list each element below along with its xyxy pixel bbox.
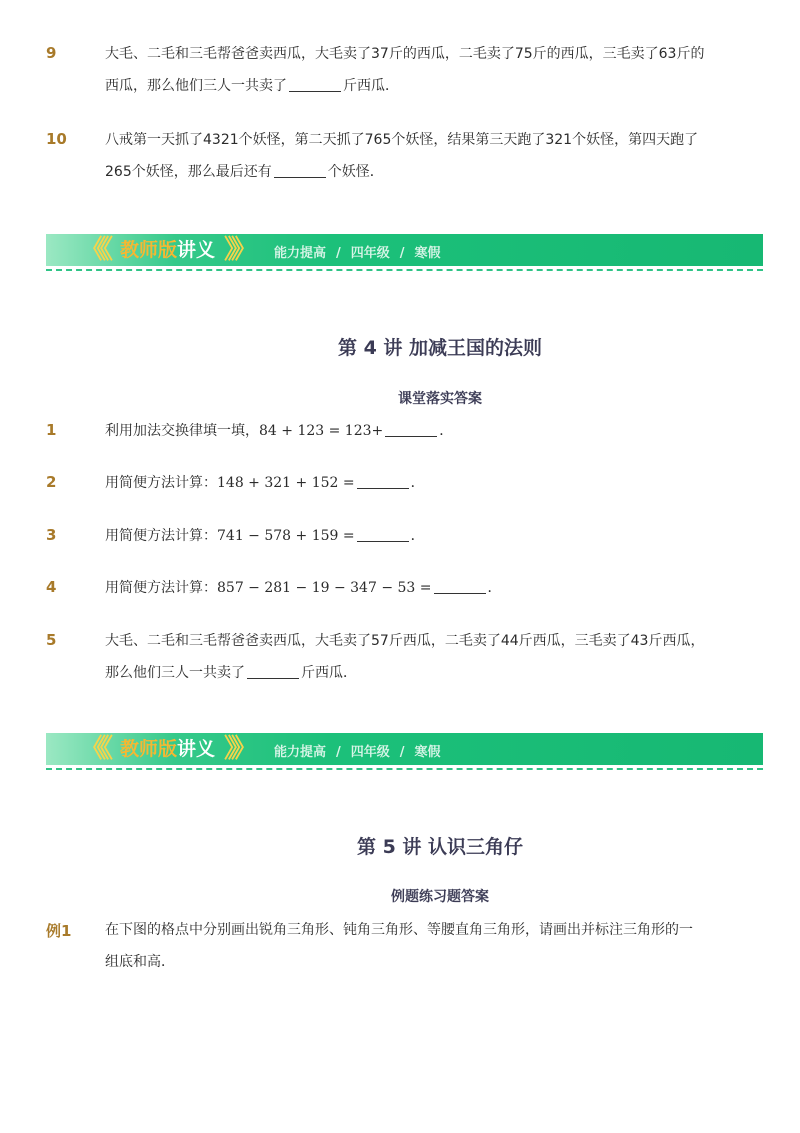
question-number: 5 <box>46 631 57 649</box>
chevron-right-icon: 》》 <box>224 734 252 764</box>
question-text-post: ． <box>410 528 425 544</box>
question-text-post: 个妖怪． <box>327 164 384 180</box>
example-number: 例1 <box>46 922 72 940</box>
question-text-pre: 用简便方法计算： <box>105 475 217 491</box>
banner-title <box>120 238 215 262</box>
question-number: 3 <box>46 526 57 544</box>
crumb-item: 四年级 <box>350 745 390 760</box>
question-line <box>105 156 745 188</box>
answer-blank[interactable] <box>357 527 409 542</box>
crumb-separator: / <box>336 745 341 760</box>
question-text-pre: 265个妖怪，那么最后还有 <box>105 164 272 180</box>
question-text <box>105 415 745 447</box>
question-line: 组底和高． <box>105 954 175 970</box>
question-text <box>105 625 745 689</box>
question-text-pre: 用简便方法计算： <box>105 528 217 544</box>
question-text <box>105 520 745 552</box>
question-text <box>105 38 745 102</box>
question-text-pre: 利用加法交换律填一填， <box>105 423 259 439</box>
question-line: 大毛、二毛和三毛帮爸爸卖西瓜，大毛卖了37斤的西瓜，二毛卖了75斤的西瓜，三毛卖了63斤的 <box>105 46 705 62</box>
math-expression: 148 + 321 + 152 = <box>217 475 355 491</box>
question-number: 2 <box>46 473 57 491</box>
crumb-item: 四年级 <box>350 246 390 261</box>
section-title: 课堂落实答案 <box>398 391 482 407</box>
answer-blank[interactable] <box>434 579 486 594</box>
crumb-item: 寒假 <box>414 246 441 261</box>
teacher-edition-banner <box>46 234 763 266</box>
crumb-item: 能力提高 <box>274 246 327 261</box>
question-text-post: 斤西瓜． <box>343 78 399 94</box>
question-text-pre: 西瓜，那么他们三人一共卖了 <box>105 78 287 94</box>
math-expression: 84 + 123 = 123+ <box>259 423 384 439</box>
question-line: 大毛、二毛和三毛帮爸爸卖西瓜，大毛卖了57斤西瓜，二毛卖了44斤西瓜，三毛卖了43斤西瓜， <box>105 633 705 649</box>
answer-blank[interactable] <box>289 77 341 92</box>
crumb-item: 能力提高 <box>274 745 327 760</box>
question-text-pre: 那么他们三人一共卖了 <box>105 665 245 681</box>
chevron-left-icon: 《《 <box>80 734 108 764</box>
math-expression: 741 − 578 + 159 = <box>217 528 355 544</box>
question-line <box>105 657 745 689</box>
banner-title-part2: 讲义 <box>177 738 216 760</box>
math-expression: 857 − 281 − 19 − 347 − 53 = <box>217 580 432 596</box>
banner-title-part1: 教师版 <box>120 239 178 261</box>
section-title: 例题练习题答案 <box>391 889 489 905</box>
question-number: 10 <box>46 130 67 148</box>
crumb-separator: / <box>336 246 341 261</box>
question-line: 在下图的格点中分别画出锐角三角形、钝角三角形、等腰直角三角形，请画出并标注三角形的一 <box>105 922 693 938</box>
dashed-divider <box>46 768 763 770</box>
example-text <box>105 914 745 978</box>
chevron-left-icon: 《《 <box>80 235 108 265</box>
question-number: 1 <box>46 421 57 439</box>
lecture-title: 第 5 讲 认识三角仔 <box>356 836 524 858</box>
question-text-pre: 用简便方法计算： <box>105 580 217 596</box>
banner-breadcrumb <box>269 242 446 261</box>
banner-title <box>120 737 215 761</box>
crumb-item: 寒假 <box>414 745 441 760</box>
crumb-separator: / <box>399 745 405 760</box>
question-text-post: ． <box>487 580 502 596</box>
answer-blank[interactable] <box>357 474 409 489</box>
answer-blank[interactable] <box>274 163 326 178</box>
question-line: 八戒第一天抓了4321个妖怪，第二天抓了765个妖怪，结果第三天跑了321个妖怪，第四天跑了 <box>105 132 699 148</box>
question-line <box>105 70 745 102</box>
banner-title-part2: 讲义 <box>177 239 216 261</box>
crumb-separator: / <box>399 246 405 261</box>
question-number: 4 <box>46 578 57 596</box>
banner-title-part1: 教师版 <box>120 738 178 760</box>
question-text <box>105 572 745 604</box>
dashed-divider <box>46 269 763 271</box>
chevron-right-icon: 》》 <box>224 235 252 265</box>
question-text <box>105 124 745 188</box>
question-number: 9 <box>46 44 57 62</box>
answer-blank[interactable] <box>247 664 299 679</box>
banner-breadcrumb <box>269 741 446 760</box>
question-text-post: 斤西瓜． <box>301 665 357 681</box>
question-text-post: ． <box>410 475 425 491</box>
question-text-post: ． <box>439 423 454 439</box>
answer-blank[interactable] <box>385 422 437 437</box>
question-text <box>105 467 745 499</box>
teacher-edition-banner <box>46 733 763 765</box>
lecture-title: 第 4 讲 加减王国的法则 <box>337 337 543 359</box>
